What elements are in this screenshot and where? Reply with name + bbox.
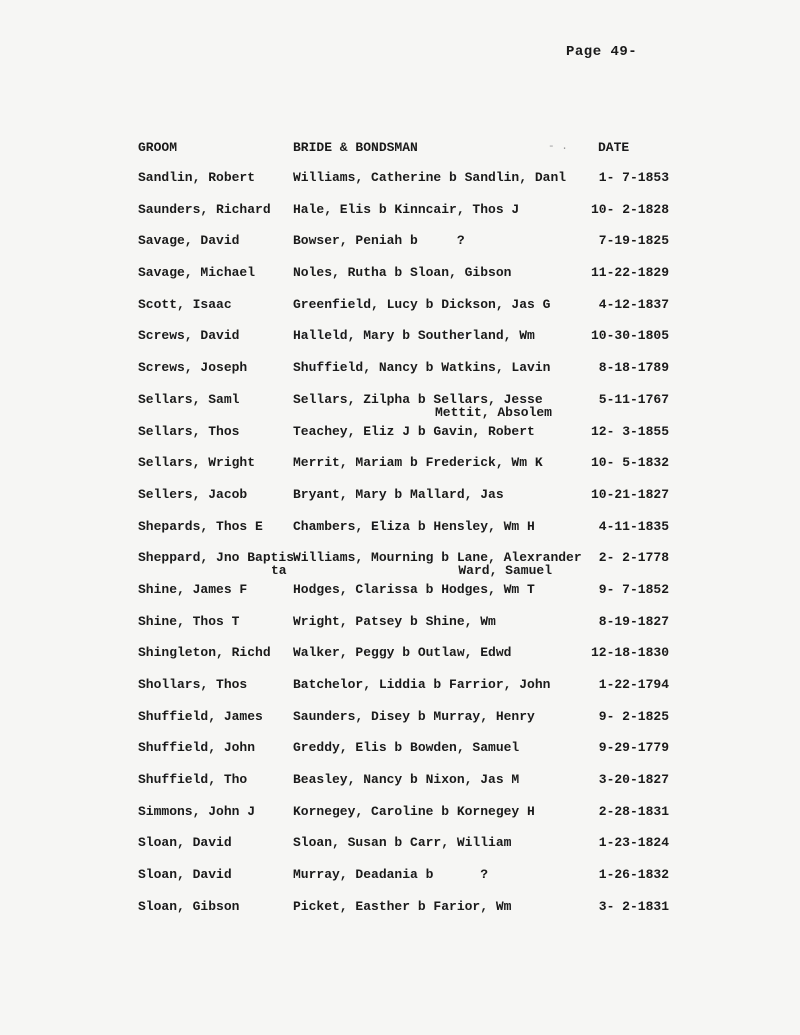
- marriage-record-list: [0, 170, 800, 931]
- bride-bondsman: Saunders, Disey b Murray, Henry: [293, 708, 535, 724]
- header-smudge: - .: [548, 141, 568, 153]
- bride-bondsman: Picket, Easther b Farior, Wm: [293, 898, 512, 914]
- groom-name: Savage, David: [138, 233, 240, 249]
- page-number: Page 49-: [566, 44, 638, 60]
- bride-bondsman: Bowser, Peniah b ?: [293, 233, 465, 249]
- bride-bondsman: Williams, Catherine b Sandlin, Danl: [293, 170, 567, 185]
- groom-name: Sandlin, Robert: [138, 170, 256, 185]
- record-row: [0, 487, 800, 519]
- marriage-date: 1-26-1832: [598, 867, 669, 883]
- bride-bondsman: Greenfield, Lucy b Dickson, Jas G: [293, 296, 551, 312]
- marriage-date: 4-12-1837: [598, 296, 669, 312]
- marriage-date: 9- 7-1852: [598, 581, 669, 597]
- bride-bondsman: Bryant, Mary b Mallard, Jas: [293, 486, 504, 502]
- groom-name: Sloan, Gibson: [138, 898, 240, 914]
- bride-bondsman: Murray, Deadania b ?: [293, 867, 489, 883]
- marriage-date: 2-28-1831: [598, 803, 669, 819]
- groom-name: Sellars, Thos: [138, 423, 240, 439]
- bride-bondsman: Noles, Rutha b Sloan, Gibson: [293, 265, 512, 281]
- record-row: [0, 233, 800, 265]
- record-row: [0, 804, 800, 836]
- bride-bondsman: Halleld, Mary b Southerland, Wm: [293, 328, 535, 344]
- record-row: [0, 899, 800, 931]
- header-date: DATE: [598, 140, 630, 155]
- bride-bondsman: Hale, Elis b Kinncair, Thos J: [293, 201, 520, 217]
- bride-bondsman: Walker, Peggy b Outlaw, Edwd: [293, 645, 512, 661]
- groom-name: Sellars, Wright: [138, 455, 256, 471]
- record-row: [0, 424, 800, 456]
- groom-name: Shepards, Thos E: [138, 518, 263, 534]
- marriage-date: 5-11-1767: [598, 391, 669, 407]
- groom-name: Shine, Thos T: [138, 613, 240, 629]
- marriage-date: 8-19-1827: [598, 613, 669, 629]
- marriage-date: 1-22-1794: [598, 677, 669, 692]
- bride-bondsman: Batchelor, Liddia b Farrior, John: [293, 677, 551, 692]
- groom-name: Sheppard, Jno Baptis: [138, 550, 295, 566]
- record-row: [0, 265, 800, 297]
- bride-bondsman: Kornegey, Caroline b Kornegey H: [293, 803, 535, 819]
- header-groom: GROOM: [138, 140, 178, 155]
- groom-name: Shingleton, Richd: [138, 645, 271, 661]
- record-row: [0, 392, 800, 424]
- marriage-date: 10-30-1805: [590, 328, 669, 344]
- marriage-date: 2- 2-1778: [598, 550, 669, 566]
- groom-name: Shuffield, James: [138, 708, 263, 724]
- marriage-date: 9-29-1779: [598, 740, 669, 756]
- record-row: [0, 772, 800, 804]
- groom-name: Shuffield, Tho: [138, 772, 248, 788]
- groom-name: Screws, David: [138, 328, 240, 344]
- marriage-date: 3-20-1827: [598, 772, 669, 788]
- marriage-date: 3- 2-1831: [598, 898, 669, 914]
- record-row: [0, 328, 800, 360]
- bride-bondsman: Wright, Patsey b Shine, Wm: [293, 613, 496, 629]
- groom-continuation: ta: [271, 563, 287, 579]
- groom-name: Saunders, Richard: [138, 201, 271, 217]
- marriage-date: 12-18-1830: [590, 645, 669, 661]
- marriage-date: 10- 5-1832: [590, 455, 669, 471]
- record-row: [0, 170, 800, 202]
- record-row: [0, 360, 800, 392]
- record-row: [0, 835, 800, 867]
- record-row: [0, 709, 800, 741]
- groom-name: Sloan, David: [138, 867, 232, 883]
- bride-bondsman: Williams, Mourning b Lane, Alexrander: [293, 550, 582, 566]
- header-bride-bondsman: BRIDE & BONDSMAN: [293, 140, 418, 155]
- record-row: [0, 582, 800, 614]
- groom-name: Sellars, Saml: [138, 391, 240, 407]
- record-row: [0, 867, 800, 899]
- bride-bondsman: Sellars, Zilpha b Sellars, Jesse: [293, 391, 543, 407]
- groom-name: Savage, Michael: [138, 265, 256, 281]
- marriage-date: 10- 2-1828: [590, 201, 669, 217]
- groom-name: Simmons, John J: [138, 803, 256, 819]
- bride-bondsman: Sloan, Susan b Carr, William: [293, 835, 512, 851]
- marriage-date: 11-22-1829: [590, 265, 669, 281]
- marriage-date: 1- 7-1853: [598, 170, 669, 185]
- bride-bondsman: Merrit, Mariam b Frederick, Wm K: [293, 455, 543, 471]
- marriage-date: 4-11-1835: [598, 518, 669, 534]
- groom-name: Shine, James F: [138, 581, 248, 597]
- marriage-date: 7-19-1825: [598, 233, 669, 249]
- bride-bondsman: Teachey, Eliz J b Gavin, Robert: [293, 423, 535, 439]
- bride-bondsman: Shuffield, Nancy b Watkins, Lavin: [293, 360, 551, 376]
- marriage-date: 10-21-1827: [590, 486, 669, 502]
- groom-name: Screws, Joseph: [138, 360, 248, 376]
- marriage-date: 12- 3-1855: [590, 423, 669, 439]
- groom-name: Sellers, Jacob: [138, 486, 248, 502]
- bondsman-continuation: Ward, Samuel: [458, 563, 552, 579]
- marriage-date: 9- 2-1825: [598, 708, 669, 724]
- marriage-date: 8-18-1789: [598, 360, 669, 376]
- groom-name: Shollars, Thos: [138, 677, 248, 692]
- groom-name: Scott, Isaac: [138, 296, 232, 312]
- record-row: [0, 614, 800, 646]
- record-row: [0, 550, 800, 582]
- bride-bondsman: Hodges, Clarissa b Hodges, Wm T: [293, 581, 535, 597]
- record-row: [0, 645, 800, 677]
- record-row: [0, 455, 800, 487]
- record-row: [0, 740, 800, 772]
- groom-name: Sloan, David: [138, 835, 232, 851]
- record-row: [0, 297, 800, 329]
- bride-bondsman: Chambers, Eliza b Hensley, Wm H: [293, 518, 535, 534]
- marriage-date: 1-23-1824: [598, 835, 669, 851]
- groom-name: Shuffield, John: [138, 740, 256, 756]
- bondsman-continuation: Mettit, Absolem: [434, 404, 552, 420]
- record-row: [0, 677, 800, 709]
- record-row: [0, 519, 800, 551]
- record-row: [0, 202, 800, 234]
- bride-bondsman: Beasley, Nancy b Nixon, Jas M: [293, 772, 520, 788]
- bride-bondsman: Greddy, Elis b Bowden, Samuel: [293, 740, 520, 756]
